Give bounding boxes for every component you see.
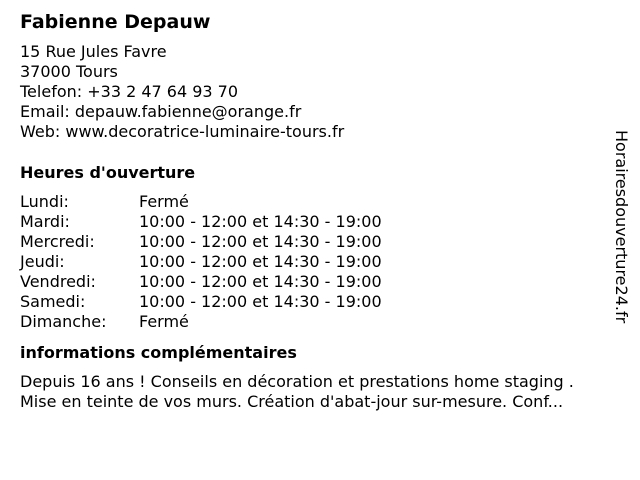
business-name: Fabienne Depauw bbox=[20, 11, 211, 33]
address-street: 15 Rue Jules Favre bbox=[20, 42, 167, 61]
hours-time: 10:00 - 12:00 et 14:30 - 19:00 bbox=[139, 232, 382, 251]
info-text-line-2: Mise en teinte de vos murs. Création d'abat-jour sur-mesure. Conf... bbox=[20, 392, 564, 411]
hours-day: Dimanche: bbox=[20, 312, 107, 331]
info-text-line-1: Depuis 16 ans ! Conseils en décoration et prestations home staging . bbox=[20, 372, 574, 391]
hours-time: Fermé bbox=[139, 192, 189, 211]
info-heading: informations complémentaires bbox=[20, 343, 297, 362]
hours-row bbox=[20, 312, 620, 332]
hours-row bbox=[20, 212, 620, 232]
email-line: Email: depauw.fabienne@orange.fr bbox=[20, 102, 302, 121]
hours-day: Jeudi: bbox=[20, 252, 65, 271]
hours-row bbox=[20, 232, 620, 252]
hours-row bbox=[20, 252, 620, 272]
hours-row bbox=[20, 292, 620, 312]
site-watermark: Horairesdouverture24.fr bbox=[612, 130, 631, 324]
hours-time: 10:00 - 12:00 et 14:30 - 19:00 bbox=[139, 252, 382, 271]
web-line: Web: www.decoratrice-luminaire-tours.fr bbox=[20, 122, 345, 141]
hours-heading: Heures d'ouverture bbox=[20, 163, 196, 182]
hours-day: Mercredi: bbox=[20, 232, 95, 251]
hours-table bbox=[20, 192, 620, 332]
hours-time: Fermé bbox=[139, 312, 189, 331]
hours-row bbox=[20, 272, 620, 292]
business-card bbox=[20, 10, 620, 412]
hours-time: 10:00 - 12:00 et 14:30 - 19:00 bbox=[139, 292, 382, 311]
hours-day: Mardi: bbox=[20, 212, 70, 231]
hours-row bbox=[20, 192, 620, 212]
phone-line: Telefon: +33 2 47 64 93 70 bbox=[20, 82, 239, 101]
hours-day: Lundi: bbox=[20, 192, 69, 211]
hours-day: Vendredi: bbox=[20, 272, 96, 291]
hours-day: Samedi: bbox=[20, 292, 86, 311]
hours-time: 10:00 - 12:00 et 14:30 - 19:00 bbox=[139, 272, 382, 291]
hours-time: 10:00 - 12:00 et 14:30 - 19:00 bbox=[139, 212, 382, 231]
address-city: 37000 Tours bbox=[20, 62, 118, 81]
